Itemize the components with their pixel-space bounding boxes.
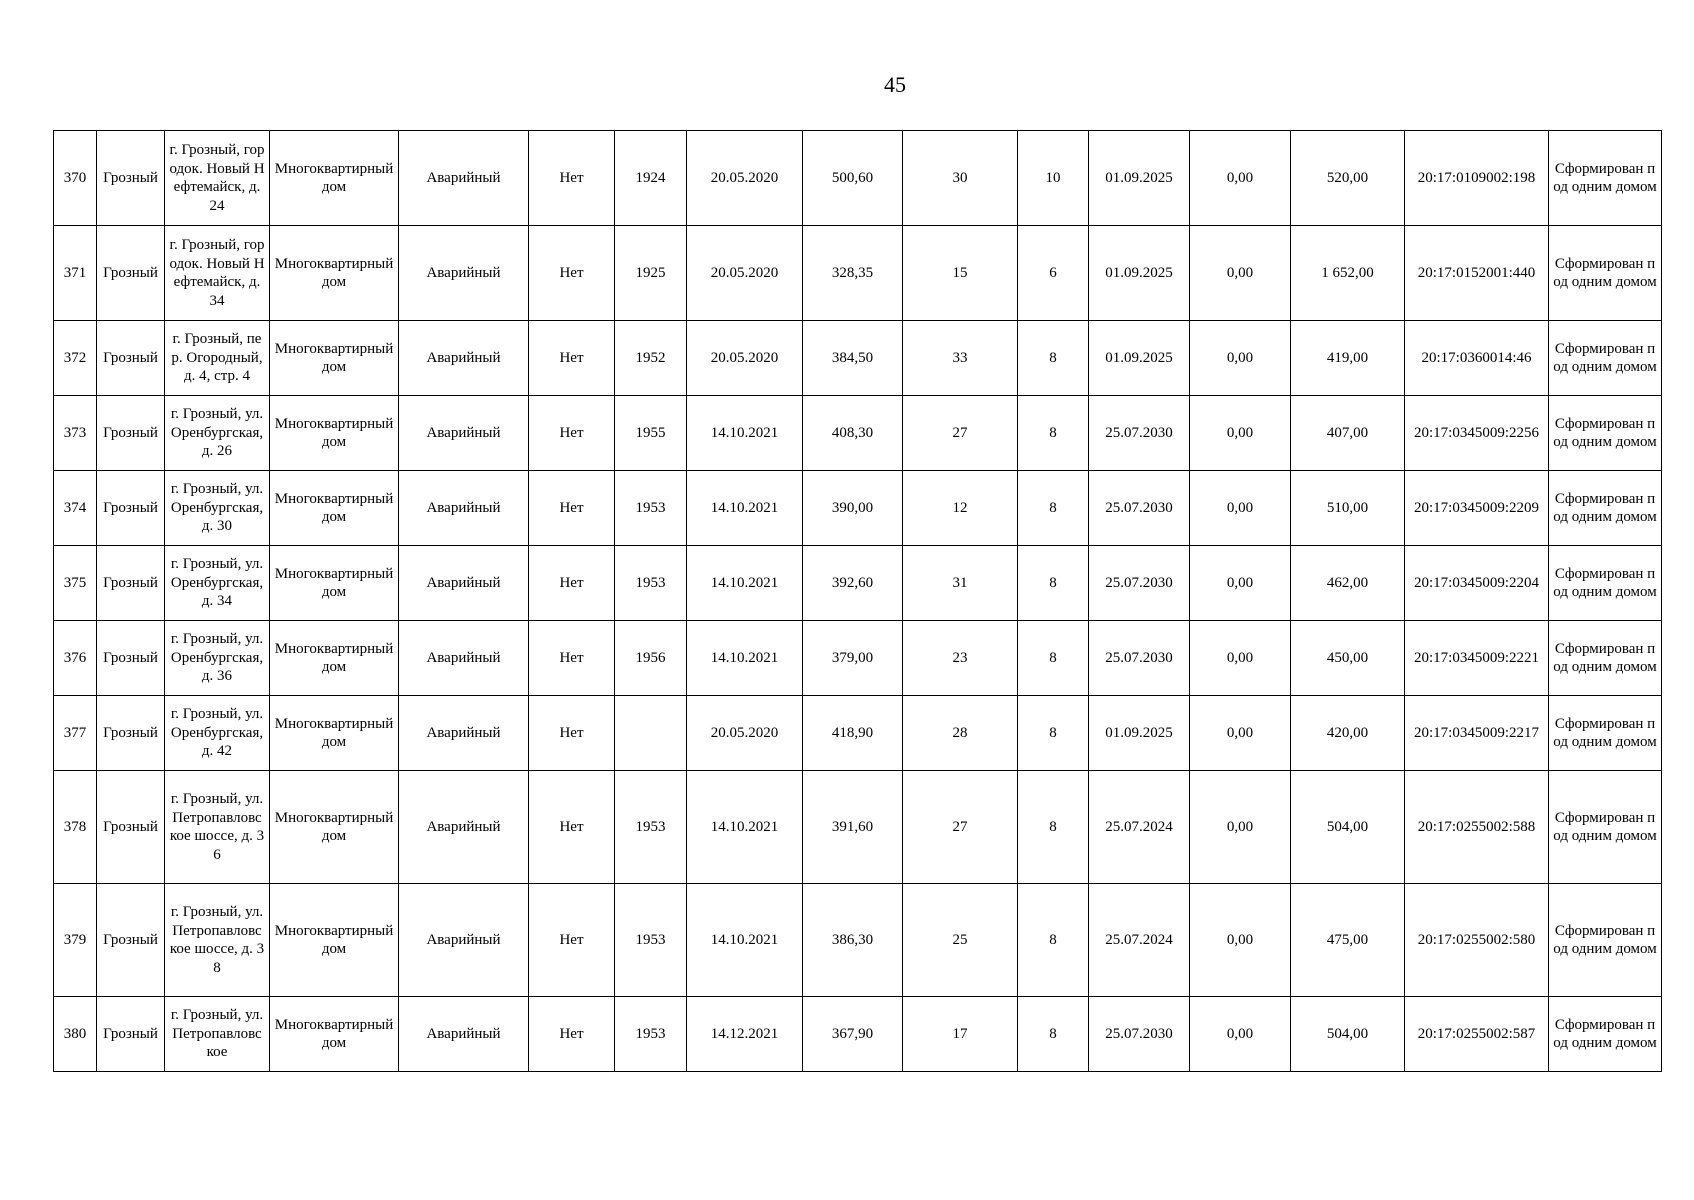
condition-cell: Аварийный — [399, 997, 529, 1072]
area-cell: 367,90 — [803, 997, 903, 1072]
table-row — [54, 226, 1662, 321]
residents-cell: 27 — [903, 771, 1018, 884]
area-cell: 500,60 — [803, 131, 903, 226]
flag-cell: Нет — [529, 696, 615, 771]
status-cell: Сформирован под одним домом — [1549, 621, 1662, 696]
address-cell: г. Грозный, ул. Оренбургская, д. 30 — [165, 471, 270, 546]
building-type-cell: Многоквартирный дом — [270, 884, 399, 997]
building-type-cell: Многоквартирный дом — [270, 226, 399, 321]
status-cell: Сформирован под одним домом — [1549, 471, 1662, 546]
deadline-cell: 25.07.2024 — [1089, 771, 1190, 884]
condition-cell: Аварийный — [399, 131, 529, 226]
table-row — [54, 396, 1662, 471]
cadastral-number-cell: 20:17:0345009:2221 — [1405, 621, 1549, 696]
cost2-cell: 1 652,00 — [1291, 226, 1405, 321]
cost2-cell: 419,00 — [1291, 321, 1405, 396]
cost-cell: 0,00 — [1190, 321, 1291, 396]
cadastral-number-cell: 20:17:0345009:2209 — [1405, 471, 1549, 546]
address-cell: г. Грозный, ул. Оренбургская, д. 26 — [165, 396, 270, 471]
condition-cell: Аварийный — [399, 321, 529, 396]
units-cell: 8 — [1018, 884, 1089, 997]
units-cell: 8 — [1018, 321, 1089, 396]
building-type-cell: Многоквартирный дом — [270, 396, 399, 471]
area-cell: 390,00 — [803, 471, 903, 546]
area-cell: 408,30 — [803, 396, 903, 471]
cadastral-number-cell: 20:17:0255002:580 — [1405, 884, 1549, 997]
cost2-cell: 450,00 — [1291, 621, 1405, 696]
units-cell: 8 — [1018, 696, 1089, 771]
cost2-cell: 504,00 — [1291, 771, 1405, 884]
cost-cell: 0,00 — [1190, 997, 1291, 1072]
flag-cell: Нет — [529, 771, 615, 884]
cadastral-number-cell: 20:17:0109002:198 — [1405, 131, 1549, 226]
city-cell: Грозный — [97, 884, 165, 997]
cadastral-number-cell: 20:17:0360014:46 — [1405, 321, 1549, 396]
residents-cell: 12 — [903, 471, 1018, 546]
year-cell: 1952 — [615, 321, 687, 396]
cost2-cell: 420,00 — [1291, 696, 1405, 771]
address-cell: г. Грозный, ул. Петропавловское шоссе, д. 36 — [165, 771, 270, 884]
address-cell: г. Грозный, ул. Оренбургская, д. 42 — [165, 696, 270, 771]
cost2-cell: 510,00 — [1291, 471, 1405, 546]
deadline-cell: 25.07.2030 — [1089, 546, 1190, 621]
cost-cell: 0,00 — [1190, 471, 1291, 546]
area-cell: 391,60 — [803, 771, 903, 884]
row-number: 371 — [54, 226, 97, 321]
address-cell: г. Грозный, ул. Оренбургская, д. 36 — [165, 621, 270, 696]
deadline-cell: 01.09.2025 — [1089, 226, 1190, 321]
units-cell: 8 — [1018, 771, 1089, 884]
year-cell: 1953 — [615, 471, 687, 546]
deadline-cell: 01.09.2025 — [1089, 131, 1190, 226]
cost-cell: 0,00 — [1190, 621, 1291, 696]
flag-cell: Нет — [529, 621, 615, 696]
cost2-cell: 504,00 — [1291, 997, 1405, 1072]
cost2-cell: 462,00 — [1291, 546, 1405, 621]
city-cell: Грозный — [97, 471, 165, 546]
flag-cell: Нет — [529, 321, 615, 396]
address-cell: г. Грозный, городок. Новый Нефтемайск, д. 34 — [165, 226, 270, 321]
residents-cell: 25 — [903, 884, 1018, 997]
status-cell: Сформирован под одним домом — [1549, 997, 1662, 1072]
cadastral-number-cell: 20:17:0255002:588 — [1405, 771, 1549, 884]
units-cell: 8 — [1018, 471, 1089, 546]
table-row — [54, 546, 1662, 621]
area-cell: 384,50 — [803, 321, 903, 396]
cost-cell: 0,00 — [1190, 884, 1291, 997]
status-cell: Сформирован под одним домом — [1549, 396, 1662, 471]
row-number: 380 — [54, 997, 97, 1072]
units-cell: 8 — [1018, 546, 1089, 621]
deadline-cell: 01.09.2025 — [1089, 321, 1190, 396]
row-number: 370 — [54, 131, 97, 226]
building-type-cell: Многоквартирный дом — [270, 546, 399, 621]
building-type-cell: Многоквартирный дом — [270, 771, 399, 884]
condition-cell: Аварийный — [399, 396, 529, 471]
residents-cell: 23 — [903, 621, 1018, 696]
residents-cell: 31 — [903, 546, 1018, 621]
residents-cell: 33 — [903, 321, 1018, 396]
status-cell: Сформирован под одним домом — [1549, 226, 1662, 321]
building-type-cell: Многоквартирный дом — [270, 471, 399, 546]
city-cell: Грозный — [97, 321, 165, 396]
recognition-date-cell: 20.05.2020 — [687, 131, 803, 226]
year-cell: 1955 — [615, 396, 687, 471]
flag-cell: Нет — [529, 884, 615, 997]
building-type-cell: Многоквартирный дом — [270, 696, 399, 771]
row-number: 372 — [54, 321, 97, 396]
condition-cell: Аварийный — [399, 771, 529, 884]
table-row — [54, 471, 1662, 546]
recognition-date-cell: 14.12.2021 — [687, 997, 803, 1072]
row-number: 375 — [54, 546, 97, 621]
residents-cell: 15 — [903, 226, 1018, 321]
flag-cell: Нет — [529, 997, 615, 1072]
building-type-cell: Многоквартирный дом — [270, 621, 399, 696]
flag-cell: Нет — [529, 396, 615, 471]
status-cell: Сформирован под одним домом — [1549, 884, 1662, 997]
recognition-date-cell: 14.10.2021 — [687, 621, 803, 696]
city-cell: Грозный — [97, 396, 165, 471]
cost-cell: 0,00 — [1190, 771, 1291, 884]
deadline-cell: 25.07.2024 — [1089, 884, 1190, 997]
recognition-date-cell: 14.10.2021 — [687, 884, 803, 997]
residents-cell: 30 — [903, 131, 1018, 226]
row-number: 376 — [54, 621, 97, 696]
recognition-date-cell: 14.10.2021 — [687, 771, 803, 884]
cost-cell: 0,00 — [1190, 546, 1291, 621]
recognition-date-cell: 14.10.2021 — [687, 546, 803, 621]
units-cell: 6 — [1018, 226, 1089, 321]
building-type-cell: Многоквартирный дом — [270, 321, 399, 396]
condition-cell: Аварийный — [399, 546, 529, 621]
cadastral-number-cell: 20:17:0345009:2204 — [1405, 546, 1549, 621]
row-number: 379 — [54, 884, 97, 997]
city-cell: Грозный — [97, 226, 165, 321]
area-cell: 418,90 — [803, 696, 903, 771]
units-cell: 8 — [1018, 396, 1089, 471]
units-cell: 8 — [1018, 997, 1089, 1072]
status-cell: Сформирован под одним домом — [1549, 771, 1662, 884]
address-cell: г. Грозный, ул. Оренбургская, д. 34 — [165, 546, 270, 621]
cost2-cell: 407,00 — [1291, 396, 1405, 471]
table-row — [54, 131, 1662, 226]
condition-cell: Аварийный — [399, 226, 529, 321]
city-cell: Грозный — [97, 621, 165, 696]
recognition-date-cell: 20.05.2020 — [687, 696, 803, 771]
flag-cell: Нет — [529, 131, 615, 226]
recognition-date-cell: 14.10.2021 — [687, 396, 803, 471]
area-cell: 386,30 — [803, 884, 903, 997]
deadline-cell: 01.09.2025 — [1089, 696, 1190, 771]
table-row — [54, 884, 1662, 997]
deadline-cell: 25.07.2030 — [1089, 396, 1190, 471]
units-cell: 10 — [1018, 131, 1089, 226]
cost-cell: 0,00 — [1190, 696, 1291, 771]
status-cell: Сформирован под одним домом — [1549, 321, 1662, 396]
condition-cell: Аварийный — [399, 696, 529, 771]
deadline-cell: 25.07.2030 — [1089, 621, 1190, 696]
condition-cell: Аварийный — [399, 471, 529, 546]
residents-cell: 28 — [903, 696, 1018, 771]
condition-cell: Аварийный — [399, 884, 529, 997]
city-cell: Грозный — [97, 997, 165, 1072]
status-cell: Сформирован под одним домом — [1549, 546, 1662, 621]
flag-cell: Нет — [529, 471, 615, 546]
address-cell: г. Грозный, пер. Огородный, д. 4, стр. 4 — [165, 321, 270, 396]
cadastral-number-cell: 20:17:0345009:2217 — [1405, 696, 1549, 771]
building-type-cell: Многоквартирный дом — [270, 131, 399, 226]
area-cell: 328,35 — [803, 226, 903, 321]
row-number: 373 — [54, 396, 97, 471]
row-number: 374 — [54, 471, 97, 546]
table-row — [54, 696, 1662, 771]
table-row — [54, 771, 1662, 884]
building-type-cell: Многоквартирный дом — [270, 997, 399, 1072]
residents-cell: 27 — [903, 396, 1018, 471]
area-cell: 392,60 — [803, 546, 903, 621]
address-cell: г. Грозный, ул. Петропавловское — [165, 997, 270, 1072]
year-cell: 1953 — [615, 997, 687, 1072]
cost2-cell: 520,00 — [1291, 131, 1405, 226]
cadastral-number-cell: 20:17:0152001:440 — [1405, 226, 1549, 321]
city-cell: Грозный — [97, 546, 165, 621]
flag-cell: Нет — [529, 226, 615, 321]
cost2-cell: 475,00 — [1291, 884, 1405, 997]
page-number: 45 — [884, 72, 906, 97]
status-cell: Сформирован под одним домом — [1549, 131, 1662, 226]
address-cell: г. Грозный, ул. Петропавловское шоссе, д. 38 — [165, 884, 270, 997]
year-cell: 1924 — [615, 131, 687, 226]
row-number: 378 — [54, 771, 97, 884]
cadastral-number-cell: 20:17:0345009:2256 — [1405, 396, 1549, 471]
flag-cell: Нет — [529, 546, 615, 621]
year-cell: 1956 — [615, 621, 687, 696]
area-cell: 379,00 — [803, 621, 903, 696]
housing-registry-table — [53, 130, 1662, 1072]
year-cell: 1925 — [615, 226, 687, 321]
recognition-date-cell: 20.05.2020 — [687, 321, 803, 396]
condition-cell: Аварийный — [399, 621, 529, 696]
row-number: 377 — [54, 696, 97, 771]
city-cell: Грозный — [97, 771, 165, 884]
table-row — [54, 321, 1662, 396]
recognition-date-cell: 14.10.2021 — [687, 471, 803, 546]
units-cell: 8 — [1018, 621, 1089, 696]
year-cell: 1953 — [615, 884, 687, 997]
cadastral-number-cell: 20:17:0255002:587 — [1405, 997, 1549, 1072]
address-cell: г. Грозный, городок. Новый Нефтемайск, д. 24 — [165, 131, 270, 226]
year-cell — [615, 696, 687, 771]
year-cell: 1953 — [615, 771, 687, 884]
status-cell: Сформирован под одним домом — [1549, 696, 1662, 771]
cost-cell: 0,00 — [1190, 226, 1291, 321]
city-cell: Грозный — [97, 696, 165, 771]
table-row — [54, 621, 1662, 696]
year-cell: 1953 — [615, 546, 687, 621]
deadline-cell: 25.07.2030 — [1089, 471, 1190, 546]
cost-cell: 0,00 — [1190, 131, 1291, 226]
table-row — [54, 997, 1662, 1072]
deadline-cell: 25.07.2030 — [1089, 997, 1190, 1072]
city-cell: Грозный — [97, 131, 165, 226]
residents-cell: 17 — [903, 997, 1018, 1072]
cost-cell: 0,00 — [1190, 396, 1291, 471]
recognition-date-cell: 20.05.2020 — [687, 226, 803, 321]
